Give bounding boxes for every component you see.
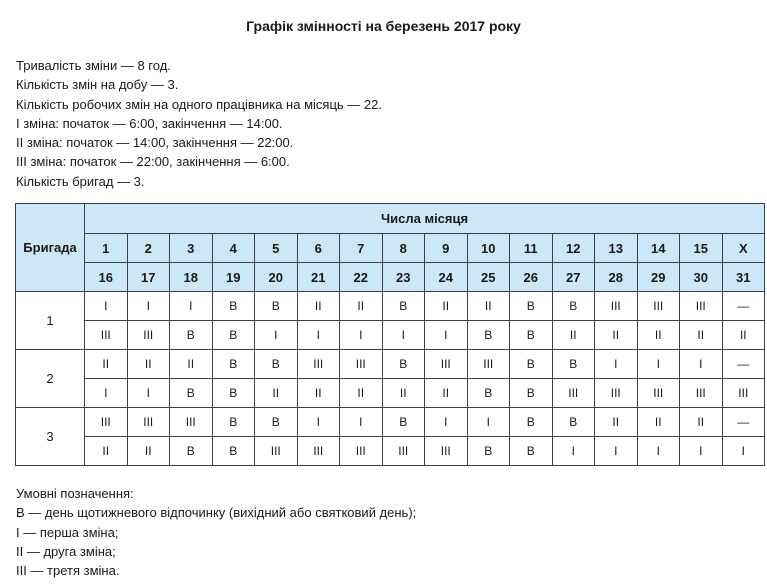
day-number-cell: 14 <box>637 234 680 263</box>
shift-cell: II <box>637 408 680 437</box>
shift-cell: III <box>637 379 680 408</box>
days-row-1 <box>16 234 765 263</box>
day-number-cell: 1 <box>85 234 128 263</box>
shift-cell: II <box>552 321 595 350</box>
legend-item-shift-2: II — друга зміна; <box>16 543 116 559</box>
day-number-cell: 27 <box>552 263 595 292</box>
day-number-cell: 29 <box>637 263 680 292</box>
day-number-cell: Х <box>722 234 765 263</box>
shift-cell: III <box>340 437 383 466</box>
day-number-cell: 21 <box>297 263 340 292</box>
shift-cell: В <box>382 408 425 437</box>
day-number-cell: 13 <box>595 234 638 263</box>
shift-cell: II <box>425 292 468 321</box>
shift-cell: I <box>297 321 340 350</box>
shift-cell: I <box>85 379 128 408</box>
day-number-cell: 2 <box>127 234 170 263</box>
day-number-cell: 24 <box>425 263 468 292</box>
shift-cell: В <box>510 379 553 408</box>
day-number-cell: 18 <box>170 263 213 292</box>
day-number-cell: 11 <box>510 234 553 263</box>
days-row-2 <box>16 263 765 292</box>
shift-cell: I <box>85 292 128 321</box>
shift-cell: III <box>340 350 383 379</box>
brigade-1-row-2 <box>16 321 765 350</box>
shift-cell: В <box>382 292 425 321</box>
shift-cell: В <box>170 379 213 408</box>
shift-cell: II <box>595 408 638 437</box>
shift-cell: III <box>127 408 170 437</box>
day-number-cell: 23 <box>382 263 425 292</box>
day-number-cell: 15 <box>680 234 723 263</box>
shift-cell: В <box>510 321 553 350</box>
shift-info <box>16 56 382 191</box>
day-number-cell: 9 <box>425 234 468 263</box>
day-number-cell: 16 <box>85 263 128 292</box>
shift-cell: I <box>637 437 680 466</box>
info-line-shift-3: III зміна: початок — 22:00, закінчення — 6:00. <box>16 154 290 170</box>
info-line-shift-duration: Тривалість зміни — 8 год. <box>16 58 171 73</box>
shift-cell: II <box>255 379 298 408</box>
shift-cell: — <box>722 292 765 321</box>
shift-cell: III <box>382 437 425 466</box>
shift-cell: III <box>637 292 680 321</box>
shift-cell: III <box>297 350 340 379</box>
shift-cell: В <box>170 437 213 466</box>
shift-cell: — <box>722 350 765 379</box>
shift-cell: В <box>510 292 553 321</box>
shift-cell: II <box>85 437 128 466</box>
day-number-cell: 22 <box>340 263 383 292</box>
page-title: Графік змінності на березень 2017 року <box>246 18 521 34</box>
shift-cell: III <box>425 437 468 466</box>
legend-item-shift-1: I — перша зміна; <box>16 524 119 540</box>
day-number-cell: 20 <box>255 263 298 292</box>
shift-cell: I <box>297 408 340 437</box>
shift-cell: В <box>510 350 553 379</box>
shift-cell: I <box>637 350 680 379</box>
day-number-cell: 12 <box>552 234 595 263</box>
brigade-label: 3 <box>16 408 85 466</box>
shift-cell: III <box>467 350 510 379</box>
brigade-3-row-2 <box>16 437 765 466</box>
day-number-cell: 25 <box>467 263 510 292</box>
day-number-cell: 28 <box>595 263 638 292</box>
info-line-shift-1: I зміна: початок — 6:00, закінчення — 14:00. <box>16 115 283 131</box>
shift-cell: В <box>467 437 510 466</box>
shift-cell: I <box>425 321 468 350</box>
shift-cell: В <box>212 350 255 379</box>
shift-cell: II <box>297 292 340 321</box>
schedule-table <box>15 203 765 466</box>
shift-cell: I <box>340 321 383 350</box>
shift-cell: I <box>382 321 425 350</box>
shift-cell: II <box>595 321 638 350</box>
day-number-cell: 6 <box>297 234 340 263</box>
day-number-cell: 30 <box>680 263 723 292</box>
brigade-header: Бригада <box>16 204 85 292</box>
shift-cell: В <box>255 292 298 321</box>
shift-cell: В <box>382 350 425 379</box>
shift-cell: III <box>552 379 595 408</box>
shift-cell: I <box>127 292 170 321</box>
info-line-shifts-per-day: Кількість змін на добу — 3. <box>16 77 179 93</box>
shift-cell: II <box>127 350 170 379</box>
day-number-cell: 4 <box>212 234 255 263</box>
shift-cell: В <box>212 321 255 350</box>
shift-cell: II <box>382 379 425 408</box>
day-number-cell: 19 <box>212 263 255 292</box>
shift-cell: I <box>467 408 510 437</box>
shift-cell: — <box>722 408 765 437</box>
day-number-cell: 17 <box>127 263 170 292</box>
shift-cell: II <box>637 321 680 350</box>
shift-cell: III <box>170 408 213 437</box>
day-number-cell: 3 <box>170 234 213 263</box>
shift-cell: В <box>552 350 595 379</box>
shift-cell: III <box>595 379 638 408</box>
shift-cell: I <box>425 408 468 437</box>
shift-cell: В <box>212 292 255 321</box>
shift-cell: III <box>297 437 340 466</box>
shift-cell: I <box>595 437 638 466</box>
shift-cell: I <box>680 350 723 379</box>
shift-cell: I <box>127 379 170 408</box>
shift-cell: III <box>425 350 468 379</box>
shift-cell: В <box>255 350 298 379</box>
shift-cell: I <box>552 437 595 466</box>
brigade-label: 2 <box>16 350 85 408</box>
legend <box>16 484 416 580</box>
shift-cell: I <box>595 350 638 379</box>
shift-cell: В <box>467 379 510 408</box>
brigade-label: 1 <box>16 292 85 350</box>
day-number-cell: 8 <box>382 234 425 263</box>
shift-cell: II <box>127 437 170 466</box>
legend-item-shift-3: III — третя зміна. <box>16 563 120 579</box>
shift-cell: III <box>722 379 765 408</box>
schedule-body <box>16 292 765 466</box>
shift-cell: I <box>680 437 723 466</box>
shift-cell: I <box>255 321 298 350</box>
shift-cell: II <box>467 292 510 321</box>
shift-cell: III <box>85 321 128 350</box>
legend-item-day-off: В — день щотижневого відпочинку (вихідний або святковий день); <box>16 505 417 521</box>
brigade-3-row-1 <box>16 408 765 437</box>
shift-cell: В <box>255 408 298 437</box>
info-line-shift-2: II зміна: початок — 14:00, закінчення — 22:00. <box>16 135 294 151</box>
shift-cell: II <box>680 408 723 437</box>
shift-cell: II <box>425 379 468 408</box>
shift-cell: III <box>680 379 723 408</box>
legend-title: Умовні позначення: <box>16 486 134 501</box>
shift-cell: II <box>297 379 340 408</box>
shift-cell: В <box>552 408 595 437</box>
shift-cell: В <box>510 437 553 466</box>
shift-cell: II <box>170 350 213 379</box>
shift-cell: III <box>127 321 170 350</box>
days-header: Числа місяця <box>85 204 765 234</box>
shift-cell: II <box>680 321 723 350</box>
shift-cell: II <box>85 350 128 379</box>
shift-cell: III <box>680 292 723 321</box>
shift-cell: III <box>255 437 298 466</box>
shift-cell: II <box>722 321 765 350</box>
shift-cell: В <box>467 321 510 350</box>
shift-cell: I <box>722 437 765 466</box>
shift-cell: II <box>340 379 383 408</box>
shift-cell: III <box>85 408 128 437</box>
brigade-1-row-1 <box>16 292 765 321</box>
day-number-cell: 26 <box>510 263 553 292</box>
shift-cell: В <box>212 379 255 408</box>
shift-cell: В <box>510 408 553 437</box>
day-number-cell: 10 <box>467 234 510 263</box>
day-number-cell: 5 <box>255 234 298 263</box>
shift-cell: В <box>212 408 255 437</box>
brigade-2-row-1 <box>16 350 765 379</box>
shift-cell: I <box>340 408 383 437</box>
shift-cell: В <box>212 437 255 466</box>
shift-cell: III <box>595 292 638 321</box>
shift-cell: В <box>170 321 213 350</box>
day-number-cell: 7 <box>340 234 383 263</box>
info-line-brigade-count: Кількість бригад — 3. <box>16 173 145 189</box>
shift-cell: В <box>552 292 595 321</box>
day-number-cell: 31 <box>722 263 765 292</box>
brigade-2-row-2 <box>16 379 765 408</box>
shift-cell: II <box>340 292 383 321</box>
shift-cell: I <box>170 292 213 321</box>
info-line-shifts-per-month: Кількість робочих змін на одного працівника на місяць — 22. <box>16 96 382 112</box>
